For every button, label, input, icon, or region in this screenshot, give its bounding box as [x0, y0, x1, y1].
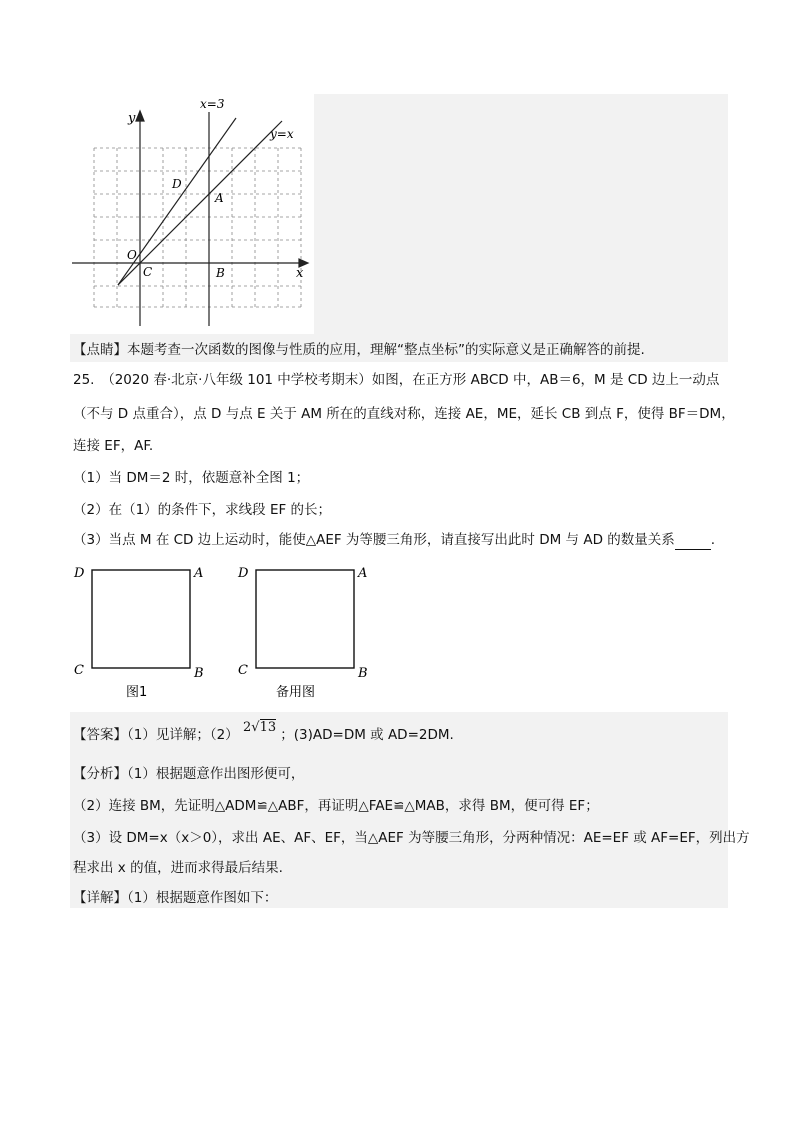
figure-1 — [70, 560, 220, 700]
fig2-label-b: B — [358, 666, 368, 681]
fig1-caption: 图1 — [126, 685, 148, 700]
coordinate-graph — [70, 94, 314, 334]
fig2-label-c: C — [238, 663, 248, 678]
fig1-label-c: C — [74, 663, 84, 678]
fig1-label-d: D — [74, 566, 85, 581]
detail-text-1: （1）根据题意作图如下： — [127, 890, 278, 906]
analysis-line-3: （3）设 DM=x（x＞0），求出 AE、AF、EF，当△AEF 为等腰三角形，分两种情况：AE=EF 或 AF=EF，列出方 — [73, 830, 750, 846]
square-abcd-fig1 — [92, 570, 190, 668]
question-3 — [73, 530, 715, 550]
analysis-text-1: （1）根据题意作出图形便可， — [127, 766, 305, 782]
question-3-end: . — [710, 532, 716, 548]
dianjing-tag: 【点睛】 — [73, 342, 127, 358]
label-y: y — [128, 111, 136, 126]
problem-line-3: 连接 EF，AF. — [73, 438, 154, 454]
answer-part-1: （1）见详解；（2） — [127, 727, 239, 743]
question-2: （2）在（1）的条件下，求线段 EF 的长； — [73, 502, 332, 518]
detail-tag: 【详解】 — [73, 890, 127, 906]
analysis-line-4: 程求出 x 的值，进而求得最后结果. — [73, 860, 283, 876]
question-1: （1）当 DM＝2 时，依题意补全图 1； — [73, 470, 310, 486]
sqrt-radicand: 13 — [259, 720, 277, 735]
figure-2 — [234, 560, 384, 700]
problem-line-1: 25. （2020 春·北京·八年级 101 中学校考期末）如图，在正方形 ABCD 中，AB＝6，M 是 CD 边上一动点 — [73, 372, 720, 388]
label-d: D — [172, 177, 182, 191]
sqrt-expression — [243, 720, 280, 735]
square-abcd-fig2 — [256, 570, 354, 668]
sqrt-sign: √ — [251, 720, 260, 735]
label-x3: x=3 — [200, 97, 225, 111]
fig2-caption: 备用图 — [276, 685, 316, 700]
fig1-label-a: A — [194, 566, 204, 581]
dianjing-text: 本题考查一次函数的图像与性质的应用，理解“整点坐标”的实际意义是正确解答的前提. — [127, 342, 645, 358]
sqrt-coefficient: 2 — [242, 720, 252, 735]
answer-tag: 【答案】 — [73, 727, 127, 743]
label-a: A — [215, 191, 224, 205]
fig1-label-b: B — [194, 666, 204, 681]
fig2-label-d: D — [238, 566, 249, 581]
answer-blank — [675, 535, 711, 550]
problem-line-2: （不与 D 点重合），点 D 与点 E 关于 AM 所在的直线对称，连接 AE，ME，延长 CB 到点 F，使得 BF＝DM， — [73, 406, 735, 422]
label-x: x — [296, 266, 304, 281]
dianjing-note — [73, 340, 645, 360]
label-yx: y=x — [270, 127, 294, 141]
answer-line — [73, 720, 454, 746]
answer-part-3: ；(3)AD=DM 或 AD=2DM. — [280, 727, 454, 743]
analysis-tag: 【分析】 — [73, 766, 127, 782]
detail-line-1 — [73, 888, 277, 908]
label-o: O — [127, 248, 137, 262]
fig2-label-a: A — [358, 566, 368, 581]
analysis-line-2: （2）连接 BM，先证明△ADM≌△ABF，再证明△FAE≌△MAB，求得 BM，便可得 EF； — [73, 798, 599, 814]
question-3-text: （3）当点 M 在 CD 边上运动时，能使△AEF 为等腰三角形，请直接写出此时 DM 与 AD 的数量关系 — [73, 532, 675, 548]
label-c: C — [143, 265, 153, 279]
analysis-line-1 — [73, 764, 304, 784]
label-b: B — [216, 266, 225, 280]
